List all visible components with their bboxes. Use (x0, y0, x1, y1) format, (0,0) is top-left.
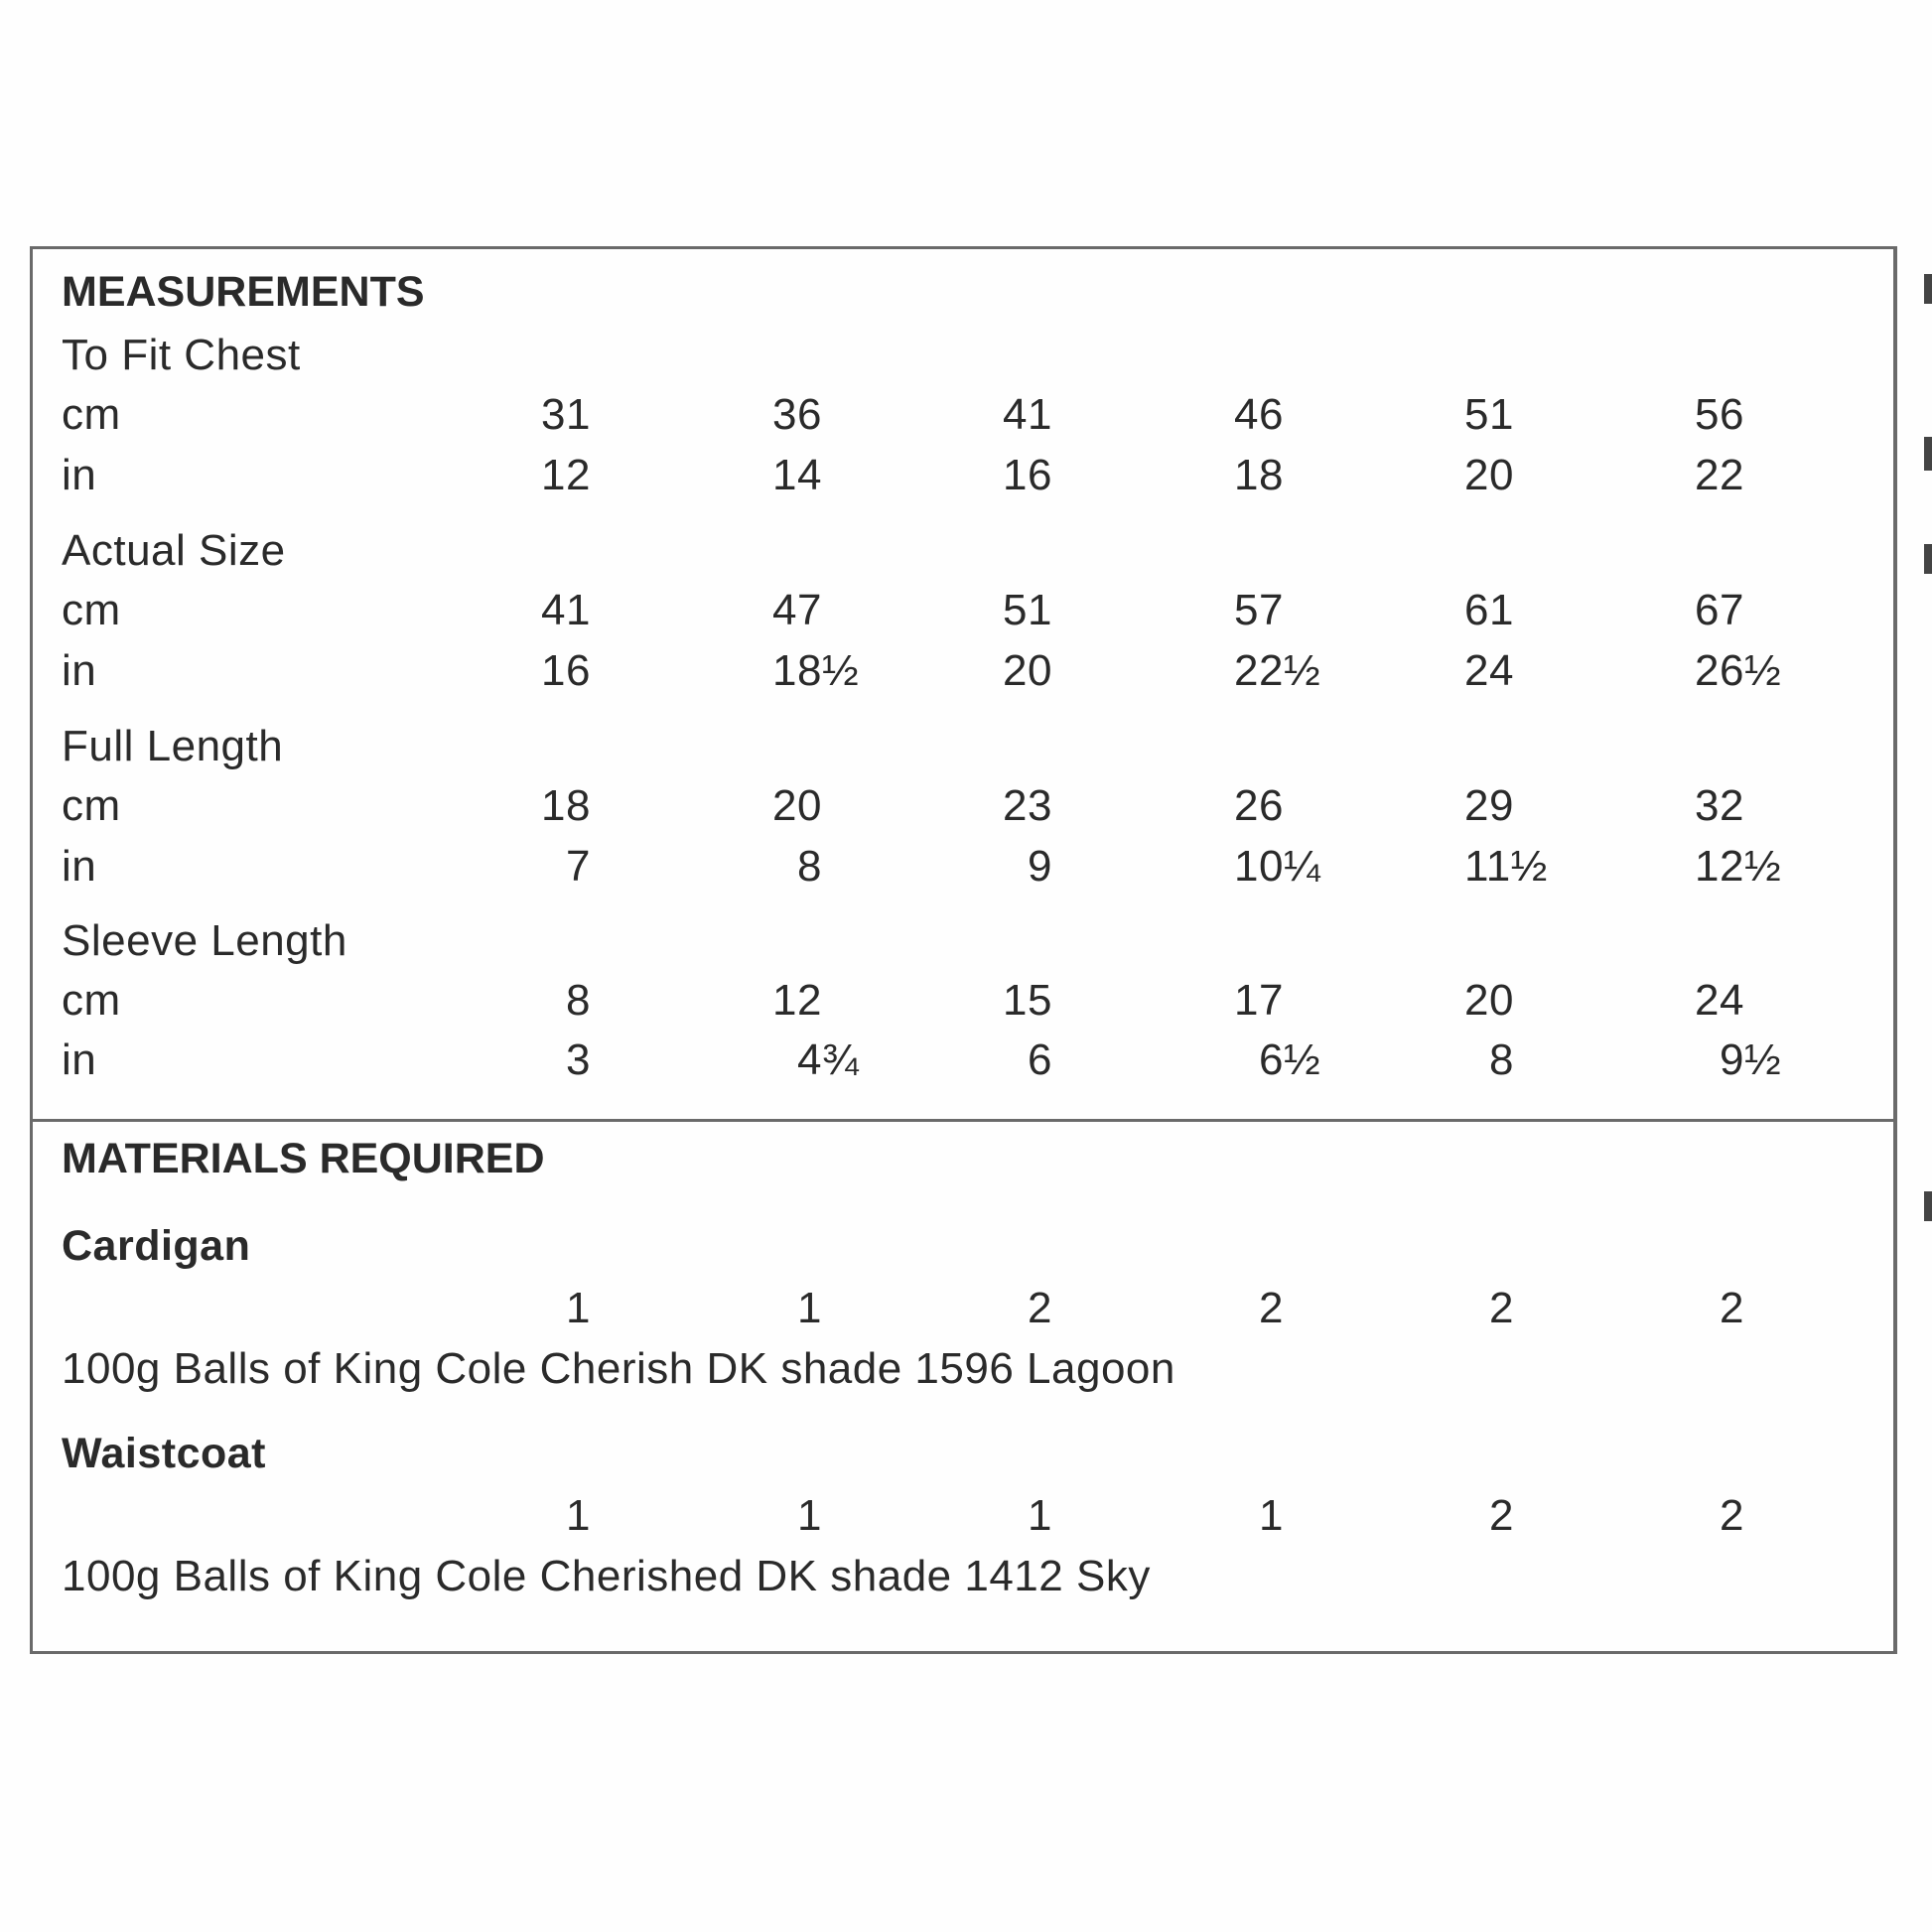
value-cell: 8 (1489, 1035, 1514, 1084)
material-description: 100g Balls of King Cole Cherished DK shade 1412 Sky (62, 1552, 1151, 1600)
value-cell: 26½ (1695, 646, 1782, 695)
value-cell: 20 (772, 781, 822, 830)
measurements-heading: MEASUREMENTS (62, 268, 425, 316)
value-cell: 22 (1695, 451, 1744, 499)
ball-count: 1 (797, 1491, 822, 1540)
unit-label: cm (62, 976, 121, 1025)
value-cell: 14 (772, 451, 822, 499)
value-cell: 22½ (1234, 646, 1321, 695)
value-cell: 10¼ (1234, 842, 1321, 891)
value-cell: 20 (1464, 451, 1514, 499)
clipped-text-fragment (1924, 1191, 1932, 1221)
value-cell: 31 (541, 390, 591, 439)
value-cell: 12 (541, 451, 591, 499)
material-item-waistcoat: Waistcoat (62, 1430, 266, 1477)
clipped-text-fragment (1924, 274, 1932, 304)
value-cell: 20 (1464, 976, 1514, 1025)
value-cell: 18 (1234, 451, 1284, 499)
value-cell: 9 (1028, 842, 1052, 891)
unit-label: in (62, 842, 97, 891)
section-label-actual-size: Actual Size (62, 526, 286, 575)
ball-count: 2 (1489, 1284, 1514, 1332)
value-cell: 9½ (1720, 1035, 1782, 1084)
ball-count: 1 (797, 1284, 822, 1332)
unit-label: in (62, 451, 97, 499)
ball-count: 2 (1720, 1284, 1744, 1332)
ball-count: 1 (566, 1491, 591, 1540)
value-cell: 26 (1234, 781, 1284, 830)
value-cell: 51 (1003, 586, 1052, 634)
value-cell: 57 (1234, 586, 1284, 634)
value-cell: 61 (1464, 586, 1514, 634)
clipped-text-fragment (1924, 544, 1932, 574)
value-cell: 47 (772, 586, 822, 634)
clipped-text-fragment (1924, 437, 1932, 471)
value-cell: 8 (566, 976, 591, 1025)
value-cell: 23 (1003, 781, 1052, 830)
value-cell: 15 (1003, 976, 1052, 1025)
value-cell: 41 (1003, 390, 1052, 439)
value-cell: 4¾ (797, 1035, 860, 1084)
ball-count: 2 (1028, 1284, 1052, 1332)
value-cell: 32 (1695, 781, 1744, 830)
value-cell: 67 (1695, 586, 1744, 634)
value-cell: 20 (1003, 646, 1052, 695)
value-cell: 51 (1464, 390, 1514, 439)
ball-count: 1 (1028, 1491, 1052, 1540)
value-cell: 41 (541, 586, 591, 634)
value-cell: 24 (1464, 646, 1514, 695)
value-cell: 12½ (1695, 842, 1782, 891)
unit-label: cm (62, 390, 121, 439)
ball-count: 2 (1720, 1491, 1744, 1540)
ball-count: 1 (1259, 1491, 1284, 1540)
material-item-cardigan: Cardigan (62, 1222, 251, 1270)
value-cell: 7 (566, 842, 591, 891)
value-cell: 18½ (772, 646, 860, 695)
section-label-sleeve-length: Sleeve Length (62, 916, 347, 965)
value-cell: 6 (1028, 1035, 1052, 1084)
value-cell: 36 (772, 390, 822, 439)
ball-count: 1 (566, 1284, 591, 1332)
section-label-full-length: Full Length (62, 722, 284, 770)
unit-label: in (62, 646, 97, 695)
section-label-to-fit-chest: To Fit Chest (62, 331, 301, 379)
value-cell: 8 (797, 842, 822, 891)
right-column-divider (1894, 246, 1897, 1654)
value-cell: 17 (1234, 976, 1284, 1025)
section-divider (30, 1119, 1896, 1122)
ball-count: 2 (1259, 1284, 1284, 1332)
value-cell: 16 (1003, 451, 1052, 499)
value-cell: 11½ (1464, 842, 1548, 891)
unit-label: cm (62, 586, 121, 634)
value-cell: 24 (1695, 976, 1744, 1025)
value-cell: 6½ (1259, 1035, 1321, 1084)
value-cell: 56 (1695, 390, 1744, 439)
unit-label: in (62, 1035, 97, 1084)
value-cell: 46 (1234, 390, 1284, 439)
unit-label: cm (62, 781, 121, 830)
value-cell: 16 (541, 646, 591, 695)
material-description: 100g Balls of King Cole Cherish DK shade 1596 Lagoon (62, 1344, 1175, 1393)
value-cell: 18 (541, 781, 591, 830)
value-cell: 3 (566, 1035, 591, 1084)
value-cell: 29 (1464, 781, 1514, 830)
value-cell: 12 (772, 976, 822, 1025)
ball-count: 2 (1489, 1491, 1514, 1540)
materials-heading: MATERIALS REQUIRED (62, 1135, 545, 1182)
